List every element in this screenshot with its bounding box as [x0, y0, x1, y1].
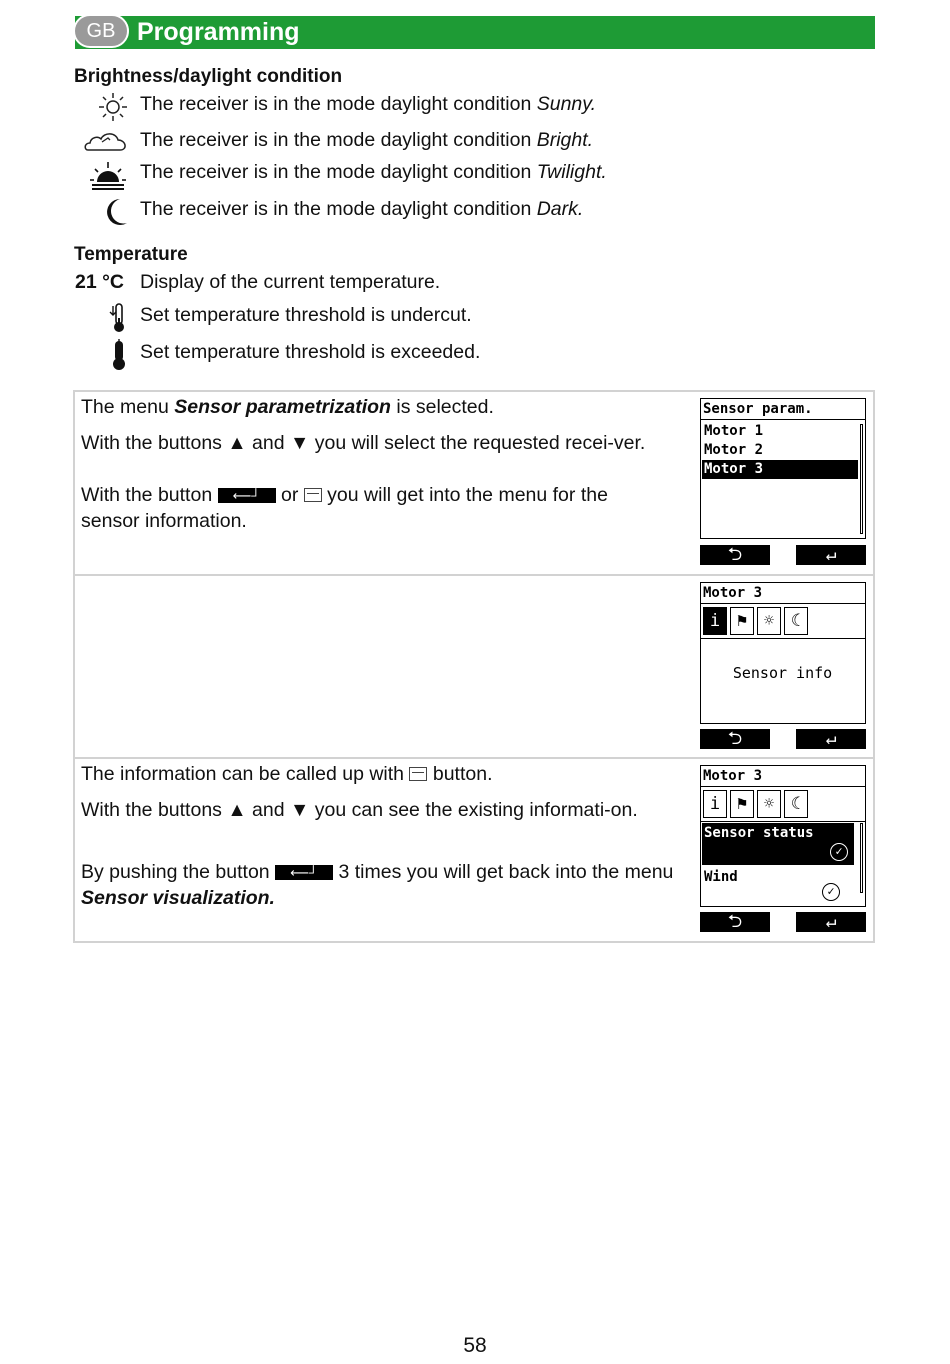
brightness-row-dark	[140, 197, 583, 221]
lcd-title: Motor 3	[700, 582, 866, 604]
lcd-scrollbar	[860, 424, 863, 534]
brightness-mode: Twilight.	[536, 161, 607, 183]
menu-name: Sensor parametrization	[174, 396, 391, 418]
info-tab-icon: i	[703, 790, 727, 818]
brightness-row-bright	[140, 128, 593, 152]
lcd-title: Motor 3	[700, 765, 866, 787]
text: or	[275, 484, 304, 506]
menu-name: Sensor visualization.	[81, 887, 275, 909]
check-icon: ✓	[830, 843, 848, 861]
brightness-row-sunny	[140, 92, 596, 116]
page-title: Programming	[137, 18, 300, 46]
wind-tab-icon: ⚑	[730, 607, 754, 635]
up-arrow-icon: ▲	[227, 799, 247, 821]
lcd-softkey-bar	[700, 729, 866, 749]
brightness-mode: Dark.	[536, 198, 584, 220]
lcd-screen-sensor-param	[700, 398, 868, 566]
lcd-screen-sensor-info	[700, 582, 868, 750]
brightness-row-text: The receiver is in the mode daylight condition	[140, 198, 537, 220]
lcd-list-item: Motor 1	[704, 423, 764, 439]
text: you will select the requested recei-ver.	[309, 432, 646, 454]
text: button.	[427, 763, 493, 785]
sun-tab-icon: ☼	[757, 607, 781, 635]
step1-paragraph-2	[81, 430, 671, 456]
step1-paragraph-3	[81, 482, 671, 534]
info-tab-icon: i	[703, 607, 727, 635]
lcd-screen-sensor-status	[700, 765, 868, 933]
enter-key-icon: ↵	[796, 912, 866, 932]
text: you will get into the menu for the sensor information.	[81, 484, 608, 532]
lcd-list-item: Motor 2	[704, 442, 764, 458]
enter-key-icon: ↵	[796, 545, 866, 565]
back-key-icon: ⮌	[700, 912, 770, 932]
step3-paragraph-3	[81, 859, 681, 911]
lcd-title: Sensor param.	[700, 398, 866, 420]
brightness-row-text: The receiver is in the mode daylight condition	[140, 93, 537, 115]
temperature-row-undercut: Set temperature threshold is undercut.	[140, 304, 472, 326]
brightness-row-text: The receiver is in the mode daylight condition	[140, 161, 537, 183]
text: With the buttons	[81, 799, 228, 821]
lcd-list-item-selected: Motor 3	[702, 460, 858, 479]
up-arrow-icon: ▲	[227, 432, 247, 454]
language-badge: GB	[73, 14, 129, 48]
table-divider	[73, 574, 875, 576]
sun-tab-icon: ☼	[757, 790, 781, 818]
brightness-row-text: The receiver is in the mode daylight condition	[140, 129, 537, 151]
cloud-icon	[82, 128, 130, 156]
lcd-list	[700, 419, 866, 539]
enter-key-icon: ↵	[796, 729, 866, 749]
text: 3 times you will get back into the menu	[333, 861, 674, 883]
temperature-row-current: Display of the current temperature.	[140, 271, 441, 293]
lcd-tab-row	[700, 786, 866, 822]
text: With the button	[81, 484, 218, 506]
text: By pushing the button	[81, 861, 276, 883]
brightness-mode: Bright.	[536, 129, 594, 151]
text: The information can be called up with	[81, 763, 410, 785]
text: is selected.	[390, 396, 494, 418]
menu-key-icon	[304, 488, 322, 502]
temperature-row-exceeded: Set temperature threshold is exceeded.	[140, 341, 481, 363]
text: you can see the existing informati-on.	[309, 799, 638, 821]
lcd-tab-row	[700, 603, 866, 639]
back-key-icon: ⮌	[700, 729, 770, 749]
table-divider	[73, 757, 875, 759]
brightness-mode: Sunny.	[536, 93, 596, 115]
lcd-body	[700, 821, 866, 907]
brightness-section-title: Brightness/daylight condition	[74, 66, 343, 87]
thermometer-low-icon	[108, 302, 130, 334]
twilight-icon	[88, 160, 128, 192]
sun-icon	[96, 92, 130, 122]
page-number: 58	[463, 1334, 487, 1357]
lcd-softkey-bar	[700, 912, 866, 932]
lcd-scrollbar	[860, 823, 863, 893]
wind-tab-icon: ⚑	[730, 790, 754, 818]
enter-key-icon: ⟵┘	[275, 865, 333, 880]
lcd-body-text: Sensor info	[732, 664, 833, 682]
back-key-icon: ⮌	[700, 545, 770, 565]
text: and	[246, 432, 291, 454]
text: The menu	[81, 396, 175, 418]
step3-paragraph-1	[81, 761, 681, 787]
text: and	[246, 799, 291, 821]
moon-tab-icon: ☾	[784, 607, 808, 635]
lcd-item-label: Wind	[704, 869, 738, 885]
down-arrow-icon: ▼	[290, 799, 310, 821]
text: With the buttons	[81, 432, 228, 454]
lcd-softkey-bar	[700, 545, 866, 565]
thermometer-high-icon	[108, 339, 130, 371]
lcd-list-item-selected	[702, 823, 854, 865]
moon-icon	[100, 196, 130, 228]
moon-tab-icon: ☾	[784, 790, 808, 818]
brightness-row-twilight	[140, 160, 607, 184]
lcd-body	[700, 638, 866, 724]
menu-key-icon	[409, 767, 427, 781]
temperature-section-title: Temperature	[74, 244, 188, 265]
enter-key-icon: ⟵┘	[218, 488, 276, 503]
lcd-item-label: Sensor status	[704, 825, 814, 841]
check-icon: ✓	[822, 883, 840, 901]
temperature-value: 21 °C	[75, 271, 124, 293]
step1-paragraph-1	[81, 394, 681, 420]
down-arrow-icon: ▼	[290, 432, 310, 454]
step3-paragraph-2	[81, 797, 671, 823]
